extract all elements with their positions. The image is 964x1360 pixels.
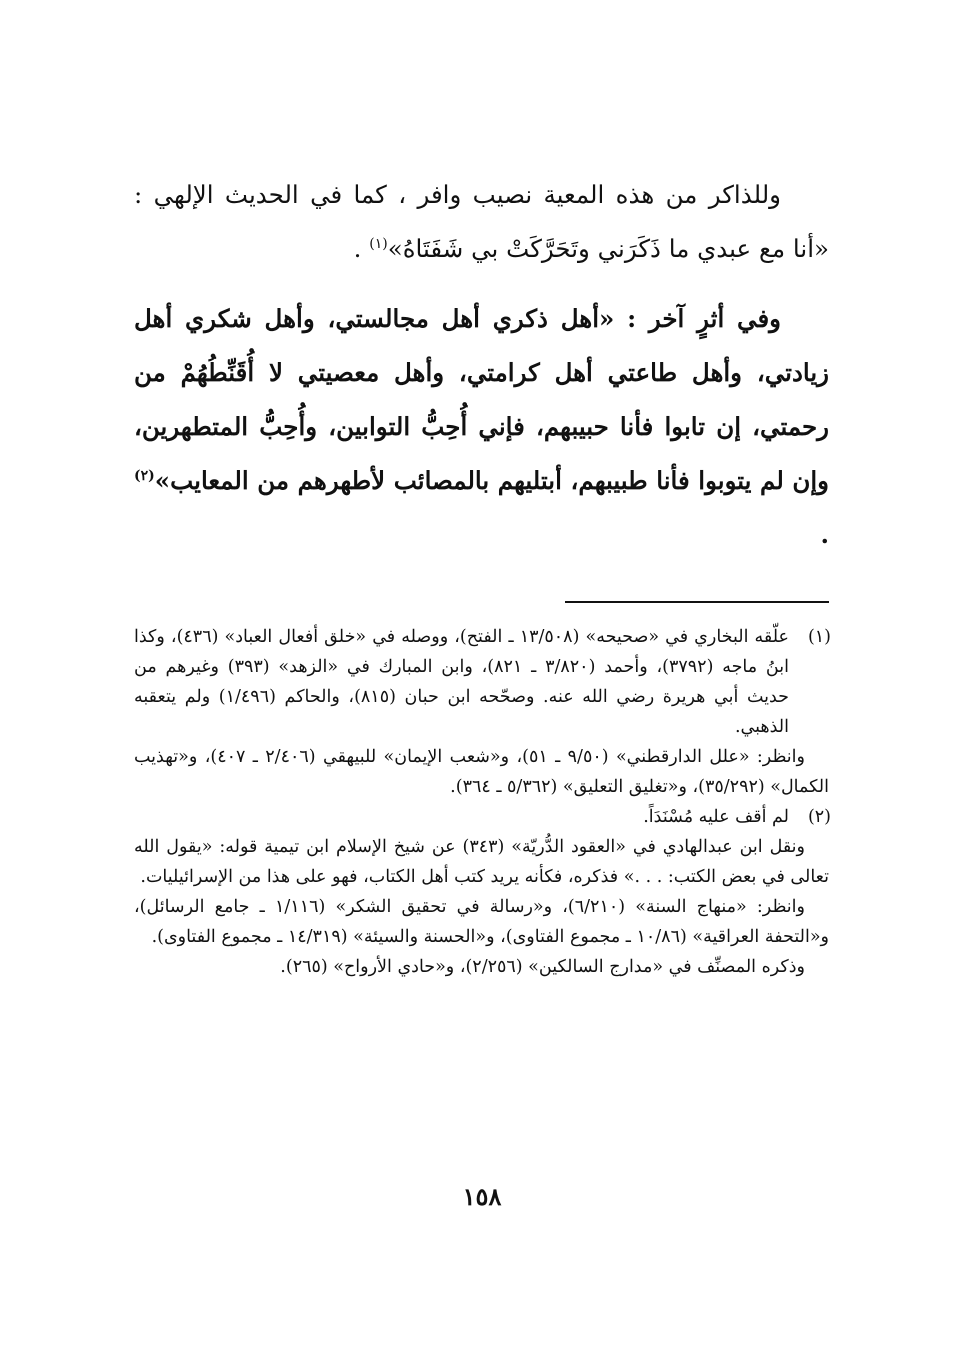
footnote-1: [134, 622, 829, 802]
paragraph-hadith-tail: .: [353, 234, 370, 263]
paragraph-athar-text: وفي أثرٍ آخر : «أهل ذكري أهل مجالستي، وأهل شكري أهل زيادتي، وأهل طاعتي أهل كرامتي، وأهل معصيتي لا أُقَنِّطُهُمْ من رحمتي، إن تابوا فأنا حبيبهم، فإني أُحِبُّ التوابين، وأُحِبُّ المتطهرين، وإن لم يتوبوا فأنا طبيبهم، أبتليهم بالمصائب لأطهرهم من المعايب»: [134, 304, 829, 495]
footnote-1-text: علّقه البخاري في «صحيحه» (١٣/٥٠٨ ـ الفتح)، ووصله في «خلق أفعال العباد» (٤٣٦)، وكذا ابنُ ماجه (٣٧٩٢)، وأحمد (٣/٨٢٠ ـ ٨٢١)، وابن المبارك في «الزهد» (٣٩٣) وغيرهم من حديث أبي هريرة رضي الله عنه. وصحّحه ابن حبان (٨١٥)، والحاكم (١/٤٩٦) ولم يتعقبه الذهبي.: [134, 627, 790, 737]
footnote-separator: [565, 601, 829, 603]
footnote-1-see-also: وانظر: «علل الدارقطني» (٩/٥٠ ـ ٥١)، و«شعب الإيمان» للبيهقي (٢/٤٠٦ ـ ٤٠٧)، و«تهذيب الكمال» (٣٥/٢٩٢)، و«تغليق التعليق» (٥/٣٦٢ ـ ٣٦٤).: [134, 747, 829, 797]
paragraph-hadith: [134, 168, 829, 276]
main-text: [134, 168, 829, 562]
footnote-ref-2: (٢): [134, 467, 155, 484]
footnote-ref-1: (١): [369, 235, 388, 252]
footnotes: [134, 622, 829, 982]
footnote-2-mentioned: وذكره المصنِّف في «مدارج السالكين» (٢/٢٥٦)، و«حادي الأرواح» (٢٦٥).: [280, 957, 805, 977]
paragraph-hadith-text: وللذاكر من هذه المعية نصيب وافر ، كما في الحديث الإلهي : «أنا مع عبدي ما ذَكَرَني وتَحَرَّكَتْ بي شَفَتَاهُ»: [134, 180, 829, 263]
paragraph-athar-tail: .: [820, 520, 829, 549]
footnote-2-quote: ونقل ابن عبدالهادي في «العقود الدُّريّة» (٣٤٣) عن شيخ الإسلام ابن تيمية قوله: «يقول الله تعالى في بعض الكتب: . . .» فذكره، فكأنه يريد كتب أهل الكتاب، فهو على هذا من الإسرائيليات.: [134, 837, 829, 887]
footnote-2-text: لم أقف عليه مُسْنَدَاً.: [643, 807, 789, 827]
footnote-2: [134, 802, 829, 982]
footnote-2-see-also: وانظر: «منهاج السنة» (٦/٢١٠)، و«رسالة في تحقيق الشكر» (١/١١٦ ـ جامع الرسائل)، و«التحفة العراقية» (١٠/٨٦ ـ مجموع الفتاوى)، و«الحسنة والسيئة» (١٤/٣١٩ ـ مجموع الفتاوى).: [134, 897, 829, 947]
page-number: ١٥٨: [462, 1182, 502, 1211]
paragraph-athar: [134, 292, 829, 562]
footnote-1-number: (١): [807, 627, 831, 647]
footnote-2-number: (٢): [807, 807, 831, 827]
